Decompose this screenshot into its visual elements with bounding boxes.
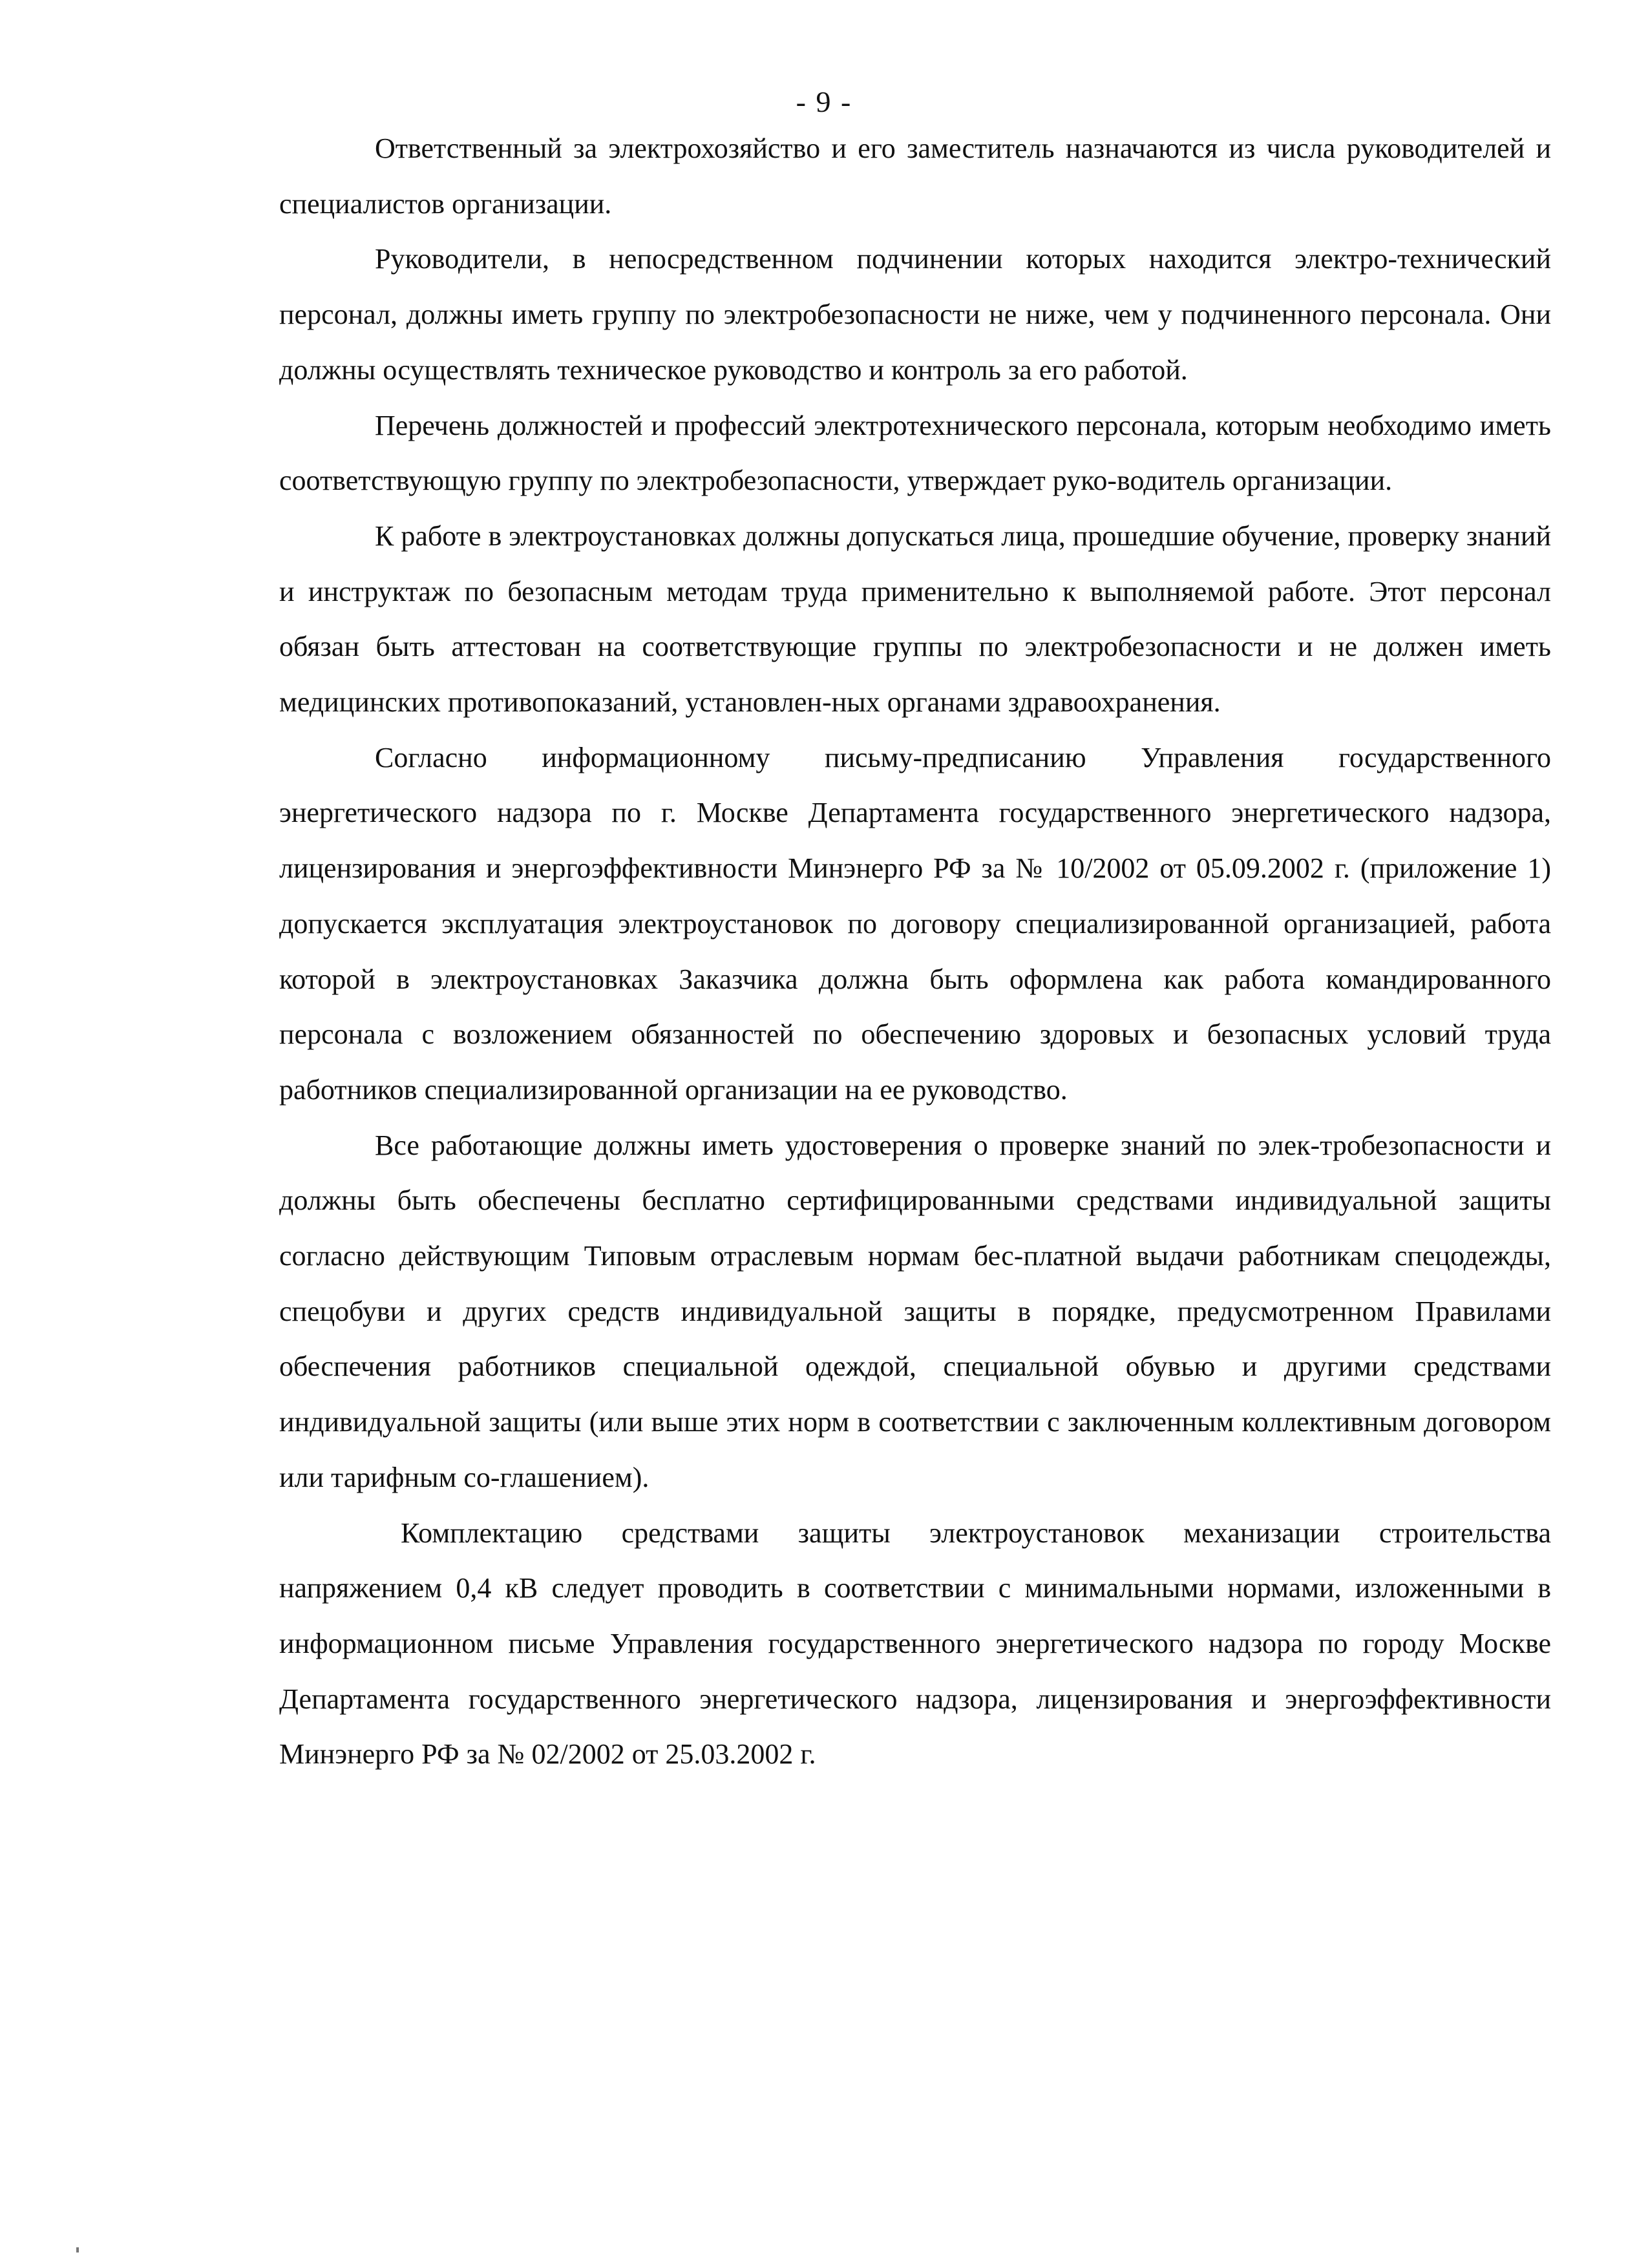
paragraph-information-letter: Согласно информационному письму-предписанию Управления государственного энергетического надзора по г. Москве Департамента государственного энергетического надзора, лицензирования и энергоэффективности Минэнерго РФ за № 10/2002 от 05.09.2002 г. (приложение 1) допускается эксплуатация электроустановок по договору специализированной организацией, работа которой в электроустановках Заказчика должна быть оформлена как работа командированного персонала с возложением обязанностей по обеспечению здоровых и безопасных условий труда работников специализированной организации на ее руководство. [279,741,1551,1106]
paragraph-positions-list: Перечень должностей и профессий электротехнического персонала, которым необходимо иметь соответствующую группу по электробезопасности, утверждает руко-водитель организации. [279,409,1551,497]
scan-speck [76,2247,79,2252]
body-text [279,121,1551,1782]
page-number: - 9 - [796,85,852,118]
paragraph-work-admission: К работе в электроустановках должны допускаться лица, прошедшие обучение, проверку знаний и инструктаж по безопасным методам труда применительно к выполняемой работе. Этот персонал обязан быть аттестован на соответствующие группы по электробезопасности и не должен иметь медицинских противопоказаний, установлен-ных органами здравоохранения. [279,520,1551,719]
paragraph-managers-group: Руководители, в непосредственном подчинении которых находится электро-технический персонал, должны иметь группу по электробезопасности не ниже, чем у подчиненного персонала. Они должны осуществлять техническое руководство и контроль за его работой. [279,243,1551,386]
paragraph-certificates-protection: Все работающие должны иметь удостоверения о проверке знаний по элек-тробезопасности и должны быть обеспечены бесплатно сертифицированными средствами индивидуальной защиты согласно действующим Типовым отраслевым нормам бес-платной выдачи работникам спецодежды, спецобуви и других средств индивидуальной защиты в порядке, предусмотренном Правилами обеспечения работников специальной одеждой, специальной обувью и другими средствами индивидуальной защиты (или выше этих норм в соответствии с заключенным коллективным договором или тарифным со-глашением). [279,1129,1551,1493]
paragraph-equipment-completion: Комплектацию средствами защиты электроустановок механизации строительства напряжением 0,4 кВ следует проводить в соответствии с минимальными нормами, изложенными в информационном письме Управления государственного энергетического надзора по городу Москве Департамента государственного энергетического надзора, лицензирования и энергоэффективности Минэнерго РФ за № 02/2002 от 25.03.2002 г. [279,1517,1551,1770]
paragraph-responsible-person: Ответственный за электрохозяйство и его заместитель назначаются из числа руководителей и специалистов организации. [279,132,1551,220]
